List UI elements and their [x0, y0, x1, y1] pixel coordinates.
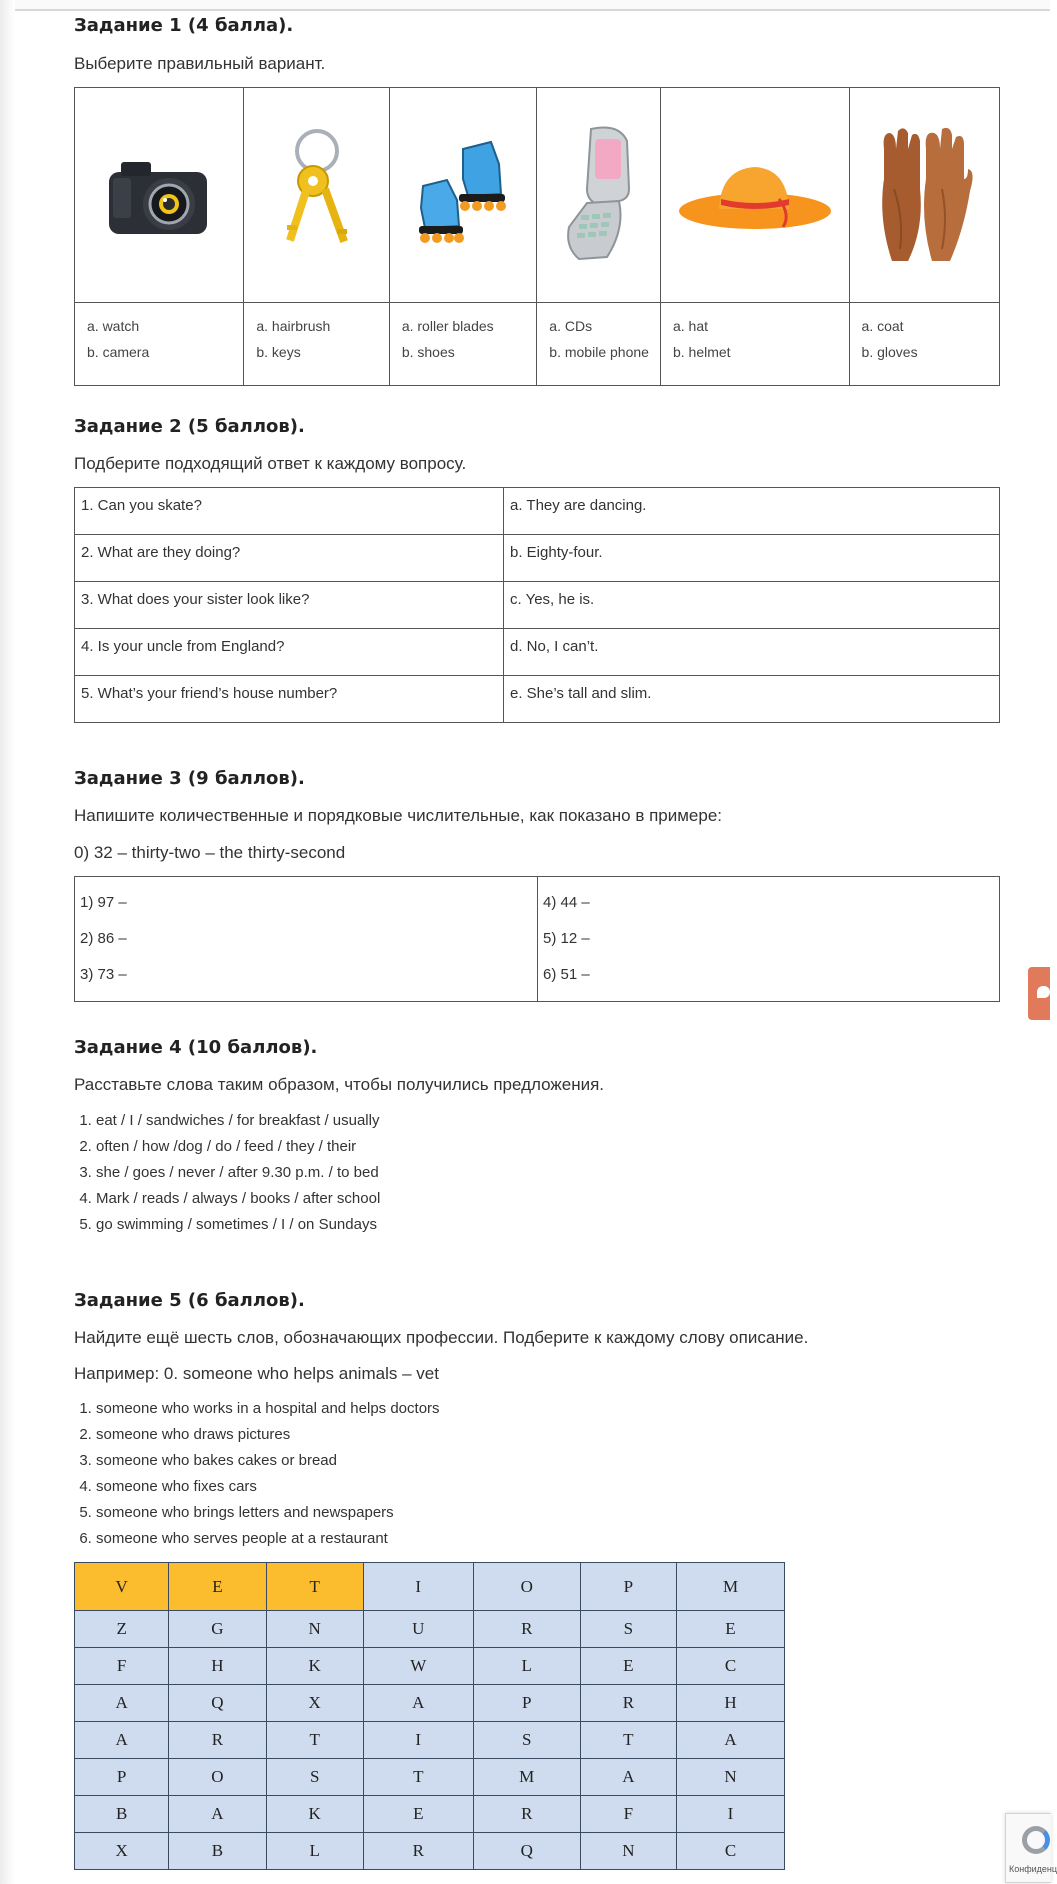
number-item: 6) 51 –	[543, 966, 590, 983]
list-item: 6. someone who serves people at a restaurant	[96, 1526, 440, 1552]
gloves-image-cell	[849, 88, 999, 303]
number-item: 1) 97 –	[80, 894, 127, 911]
grid-cell: S	[266, 1759, 363, 1796]
grid-cell: Z	[75, 1611, 169, 1648]
table-row	[75, 488, 1000, 535]
task1-options-3	[389, 303, 536, 386]
grid-cell: P	[75, 1759, 169, 1796]
list-item: 4. Mark / reads / always / books / after school	[96, 1186, 380, 1212]
task1-title: Задание 1 (4 балла).	[74, 15, 294, 36]
number-item: 5) 12 –	[543, 930, 590, 947]
grid-cell: T	[266, 1722, 363, 1759]
question-cell: 5. What’s your friend’s house number?	[75, 676, 504, 723]
grid-cell: A	[75, 1685, 169, 1722]
roller-blades-image-cell	[389, 88, 536, 303]
question-cell: 1. Can you skate?	[75, 488, 504, 535]
task3-title: Задание 3 (9 баллов).	[74, 768, 305, 789]
grid-cell: C	[677, 1648, 785, 1685]
grid-cell: X	[266, 1685, 363, 1722]
list-item: 2. often / how /dog / do / feed / they / their	[96, 1134, 380, 1160]
grid-cell: G	[169, 1611, 266, 1648]
task4-instruction: Расставьте слова таким образом, чтобы получились предложения.	[74, 1075, 605, 1094]
grid-row	[75, 1833, 785, 1870]
option-b: b. mobile phone	[549, 344, 649, 360]
option-b: b. camera	[87, 344, 150, 360]
option-a: a. roller blades	[401, 318, 494, 334]
task5-title: Задание 5 (6 баллов).	[74, 1290, 305, 1311]
grid-cell: M	[677, 1563, 785, 1611]
grid-cell: A	[677, 1722, 785, 1759]
grid-cell: S	[473, 1722, 580, 1759]
task1-options-5	[660, 303, 849, 386]
task1-instruction: Выберите правильный вариант.	[74, 54, 326, 73]
recaptcha-icon	[1022, 1826, 1050, 1854]
option-b: b. shoes	[401, 344, 455, 360]
task1-options-4	[537, 303, 661, 386]
number-item: 2) 86 –	[80, 930, 127, 947]
grid-cell: A	[580, 1759, 676, 1796]
grid-row	[75, 1648, 785, 1685]
grid-cell: U	[363, 1611, 473, 1648]
answer-cell: a. They are dancing.	[504, 488, 1000, 535]
task5-instruction: Найдите ещё шесть слов, обозначающих профессии. Подберите к каждому слову описание.	[74, 1328, 809, 1347]
task2-title: Задание 2 (5 баллов).	[74, 416, 305, 437]
list-item: 5. someone who brings letters and newspapers	[96, 1500, 440, 1526]
grid-cell: R	[473, 1611, 580, 1648]
hat-icon	[675, 149, 835, 239]
grid-cell: I	[363, 1563, 473, 1611]
keys-icon	[277, 129, 357, 259]
grid-cell: I	[677, 1796, 785, 1833]
grid-cell: B	[169, 1833, 266, 1870]
table-row	[75, 535, 1000, 582]
option-b: b. keys	[256, 344, 301, 360]
task1-options-6	[849, 303, 999, 386]
list-item: 1. eat / I / sandwiches / for breakfast / usually	[96, 1108, 380, 1134]
grid-cell: O	[169, 1759, 266, 1796]
word-search-grid	[74, 1562, 785, 1870]
grid-cell: R	[580, 1685, 676, 1722]
grid-cell: P	[580, 1563, 676, 1611]
grid-cell: R	[363, 1833, 473, 1870]
number-item: 3) 73 –	[80, 966, 127, 983]
option-a: a. hairbrush	[256, 318, 331, 334]
table-row	[75, 582, 1000, 629]
task5-example: Например: 0. someone who helps animals – vet	[74, 1364, 439, 1383]
recaptcha-label: Конфиденц	[1009, 1864, 1057, 1874]
grid-row	[75, 1563, 785, 1611]
question-cell: 3. What does your sister look like?	[75, 582, 504, 629]
option-b: b. gloves	[861, 344, 918, 360]
grid-cell: H	[677, 1685, 785, 1722]
gloves-icon	[864, 119, 984, 269]
task4-list	[70, 1108, 380, 1238]
task2-table	[74, 487, 1000, 723]
grid-row	[75, 1796, 785, 1833]
grid-cell: R	[473, 1796, 580, 1833]
task3-instruction: Напишите количественные и порядковые числительные, как показано в примере:	[74, 806, 723, 825]
grid-cell: B	[75, 1796, 169, 1833]
grid-row	[75, 1611, 785, 1648]
option-a: a. hat	[672, 318, 709, 334]
grid-cell: L	[473, 1648, 580, 1685]
camera-icon	[99, 144, 219, 244]
option-a: a. CDs	[549, 318, 593, 334]
list-item: 3. she / goes / never / after 9.30 p.m. / to bed	[96, 1160, 380, 1186]
grid-cell: A	[75, 1722, 169, 1759]
grid-cell: H	[169, 1648, 266, 1685]
answer-cell: c. Yes, he is.	[504, 582, 1000, 629]
grid-cell: I	[363, 1722, 473, 1759]
camera-image-cell	[75, 88, 244, 303]
roller-blades-icon	[413, 134, 513, 254]
task5-list	[70, 1396, 440, 1552]
grid-cell: M	[473, 1759, 580, 1796]
grid-cell: O	[473, 1563, 580, 1611]
left-edge-shadow	[0, 0, 15, 1884]
question-cell: 2. What are they doing?	[75, 535, 504, 582]
task3-table	[74, 876, 1000, 1002]
list-item: 3. someone who bakes cakes or bread	[96, 1448, 440, 1474]
grid-cell: E	[677, 1611, 785, 1648]
grid-cell: C	[677, 1833, 785, 1870]
grid-cell: T	[266, 1563, 363, 1611]
grid-cell: N	[580, 1833, 676, 1870]
numbers-left-cell	[75, 877, 538, 1002]
grid-cell: N	[266, 1611, 363, 1648]
grid-cell: P	[473, 1685, 580, 1722]
table-row	[75, 629, 1000, 676]
grid-cell: N	[677, 1759, 785, 1796]
grid-cell: T	[580, 1722, 676, 1759]
list-item: 2. someone who draws pictures	[96, 1422, 440, 1448]
grid-cell: L	[266, 1833, 363, 1870]
grid-cell: E	[363, 1796, 473, 1833]
list-item: 5. go swimming / sometimes / I / on Sundays	[96, 1212, 380, 1238]
answer-cell: d. No, I can’t.	[504, 629, 1000, 676]
grid-cell: X	[75, 1833, 169, 1870]
grid-cell: F	[75, 1648, 169, 1685]
number-item: 4) 44 –	[543, 894, 590, 911]
grid-cell: V	[75, 1563, 169, 1611]
mobile-phone-icon	[559, 119, 639, 269]
answer-cell: b. Eighty-four.	[504, 535, 1000, 582]
grid-cell: Q	[169, 1685, 266, 1722]
list-item: 1. someone who works in a hospital and helps doctors	[96, 1396, 440, 1422]
task1-table	[74, 87, 1000, 386]
grid-cell: S	[580, 1611, 676, 1648]
grid-cell: T	[363, 1759, 473, 1796]
grid-cell: K	[266, 1796, 363, 1833]
option-b: b. helmet	[672, 344, 731, 360]
task1-options-1	[75, 303, 244, 386]
list-item: 4. someone who fixes cars	[96, 1474, 440, 1500]
option-a: a. coat	[861, 318, 904, 334]
task4-title: Задание 4 (10 баллов).	[74, 1037, 318, 1058]
chat-button[interactable]	[1028, 967, 1050, 1020]
grid-cell: E	[169, 1563, 266, 1611]
grid-cell: E	[580, 1648, 676, 1685]
grid-cell: R	[169, 1722, 266, 1759]
mobile-phone-image-cell	[537, 88, 661, 303]
grid-cell: F	[580, 1796, 676, 1833]
grid-row	[75, 1685, 785, 1722]
option-a: a. watch	[87, 318, 140, 334]
top-bar	[0, 0, 1050, 11]
task3-example: 0) 32 – thirty-two – the thirty-second	[74, 843, 346, 862]
grid-cell: A	[363, 1685, 473, 1722]
grid-row	[75, 1722, 785, 1759]
keys-image-cell	[244, 88, 389, 303]
recaptcha-badge[interactable]	[1005, 1813, 1057, 1883]
grid-cell: A	[169, 1796, 266, 1833]
chat-icon	[1037, 986, 1050, 998]
grid-cell: W	[363, 1648, 473, 1685]
task2-instruction: Подберите подходящий ответ к каждому вопросу.	[74, 454, 467, 473]
grid-cell: Q	[473, 1833, 580, 1870]
grid-cell: K	[266, 1648, 363, 1685]
grid-row	[75, 1759, 785, 1796]
table-row	[75, 676, 1000, 723]
task1-options-2	[244, 303, 389, 386]
question-cell: 4. Is your uncle from England?	[75, 629, 504, 676]
numbers-right-cell	[538, 877, 1000, 1002]
answer-cell: e. She’s tall and slim.	[504, 676, 1000, 723]
hat-image-cell	[660, 88, 849, 303]
